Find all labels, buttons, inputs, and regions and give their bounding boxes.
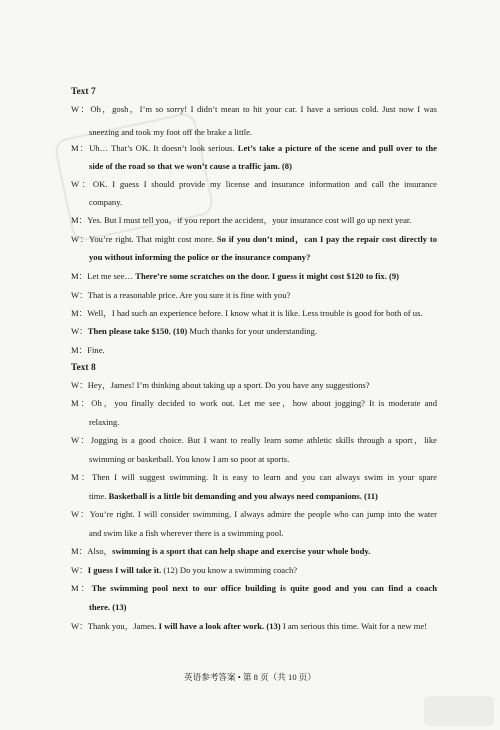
dialogue-line xyxy=(89,528,437,539)
dialogue-line xyxy=(71,308,437,319)
answer-text: you without informing the police or the insurance company? xyxy=(89,252,311,262)
line-text: time. xyxy=(89,491,109,501)
dialogue-line xyxy=(71,215,437,226)
dialogue-line xyxy=(71,345,437,356)
speaker-label: M： xyxy=(71,472,92,482)
line-text: relaxing. xyxy=(89,417,120,427)
line-text: Oh，you finally decided to work out. Let me see，how about jogging? It is moderate and xyxy=(91,398,437,408)
dialogue-line xyxy=(71,398,437,409)
line-text: Uh… That’s OK. It doesn’t look serious. xyxy=(89,143,238,153)
speaker-label: M： xyxy=(71,345,88,355)
dialogue-line xyxy=(71,509,437,520)
line-text: company. xyxy=(89,197,123,207)
dialogue-line xyxy=(71,546,437,557)
speaker-label: W： xyxy=(71,234,89,244)
text8-heading: Text 8 xyxy=(71,363,96,373)
speaker-label: M： xyxy=(71,308,88,318)
dialogue-line xyxy=(71,565,437,576)
line-text: (12) Do you know a swimming coach? xyxy=(161,565,298,575)
speaker-label: W： xyxy=(71,621,88,631)
dialogue-line xyxy=(89,602,437,613)
speaker-label: M： xyxy=(71,546,88,556)
answer-text: swimming is a sport that can help shape and exercise your whole body. xyxy=(112,546,371,556)
line-text: Yes. But I must tell you，if you report the accident，your insurance cost will go up next year. xyxy=(87,215,412,225)
answer-text: There’re some scratches on the door. I guess it might cost $120 to fix. (9) xyxy=(135,271,400,281)
answer-text: side of the road so that we won’t cause a traffic jam. (8) xyxy=(89,161,292,171)
line-text: Jogging is a good choice. But I want to really learn some athletic skills through a sport，like xyxy=(90,435,437,445)
line-text: I am serious this time. Wait for a new me! xyxy=(280,621,428,631)
dialogue-line xyxy=(71,290,437,301)
speaker-label: W： xyxy=(71,104,91,114)
text7-heading: Text 7 xyxy=(71,87,96,97)
page-footer: 英语参考答案 • 第 8 页（共 10 页） xyxy=(184,672,316,682)
dialogue-line xyxy=(89,491,437,502)
dialogue-line xyxy=(71,380,437,391)
line-text: Oh，gosh，I’m so sorry! I didn’t mean to hit your car. I have a serious cold. Just now I was xyxy=(90,104,437,114)
dialogue-line xyxy=(71,143,437,154)
line-text: Hey，James! I’m thinking about taking up a sport. Do you have any suggestions? xyxy=(87,380,370,390)
line-text: swimming or basketball. You know I am so poor at sports. xyxy=(89,454,290,464)
line-text: Let me see… xyxy=(87,271,136,281)
speaker-label: W： xyxy=(71,435,91,445)
dialogue-line xyxy=(89,252,437,263)
line-text: That is a reasonable price. Are you sure it is fine with you? xyxy=(87,290,291,300)
dialogue-line xyxy=(89,127,437,138)
answer-text: there. (13) xyxy=(89,602,127,612)
dialogue-line xyxy=(89,161,437,172)
dialogue-line xyxy=(71,472,437,483)
answer-text: Let’s take a picture of the scene and pull over to the xyxy=(237,143,437,153)
line-text: and swim like a fish wherever there is a swimming pool. xyxy=(89,528,284,538)
speaker-label: M： xyxy=(71,271,88,281)
line-text: Then I will suggest swimming. It is easy to learn and you can always swim in your spare xyxy=(91,472,437,482)
speaker-label: W： xyxy=(71,509,90,519)
line-text: Fine. xyxy=(87,345,105,355)
dialogue-line xyxy=(71,179,437,190)
speaker-label: M： xyxy=(71,398,92,408)
dialogue-line xyxy=(89,417,437,428)
dialogue-line xyxy=(71,621,437,632)
speaker-label: W： xyxy=(71,326,88,336)
speaker-label: W： xyxy=(71,290,88,300)
dialogue-line xyxy=(71,326,437,337)
line-text: Much thanks for your understanding. xyxy=(187,326,318,336)
dialogue-line xyxy=(71,271,437,282)
answer-text: The swimming pool next to our office building is quite good and you can find a coach xyxy=(91,583,437,593)
line-text: You’re right. That might cost more. xyxy=(89,234,217,244)
speaker-label: M： xyxy=(71,143,90,153)
line-text: sneezing and took my foot off the brake a little. xyxy=(89,127,253,137)
dialogue-line xyxy=(71,435,437,446)
line-text: OK. I guess I should provide my license and insurance information and call the insurance xyxy=(92,179,437,189)
answer-text: Then please take $150. (10) xyxy=(87,326,188,336)
dialogue-line xyxy=(71,104,437,115)
dialogue-line xyxy=(71,234,437,245)
line-text: Well，I had such an experience before. I know what it is like. Less trouble is good for both of us. xyxy=(87,308,423,318)
dialogue-line xyxy=(89,454,437,465)
dialogue-line xyxy=(71,583,437,594)
line-text: Thank you，James. xyxy=(87,621,159,631)
answer-text: So if you don’t mind，can I pay the repair cost directly to xyxy=(216,234,438,244)
speaker-label: M： xyxy=(71,583,92,593)
speaker-label: W： xyxy=(71,380,88,390)
dialogue-line xyxy=(89,197,437,208)
corner-watermark-logo xyxy=(424,696,494,726)
answer-text: Basketball is a little bit demanding and you always need companions. (11) xyxy=(108,491,378,501)
answer-text: I guess I will take it. xyxy=(87,565,162,575)
answer-text: I will have a look after work. (13) xyxy=(158,621,281,631)
speaker-label: W： xyxy=(71,565,88,575)
line-text: You’re right. I will consider swimming. I always admire the people who can jump into the water xyxy=(89,509,437,519)
speaker-label: W： xyxy=(71,179,93,189)
line-text: Also， xyxy=(87,546,113,556)
speaker-label: M： xyxy=(71,215,88,225)
